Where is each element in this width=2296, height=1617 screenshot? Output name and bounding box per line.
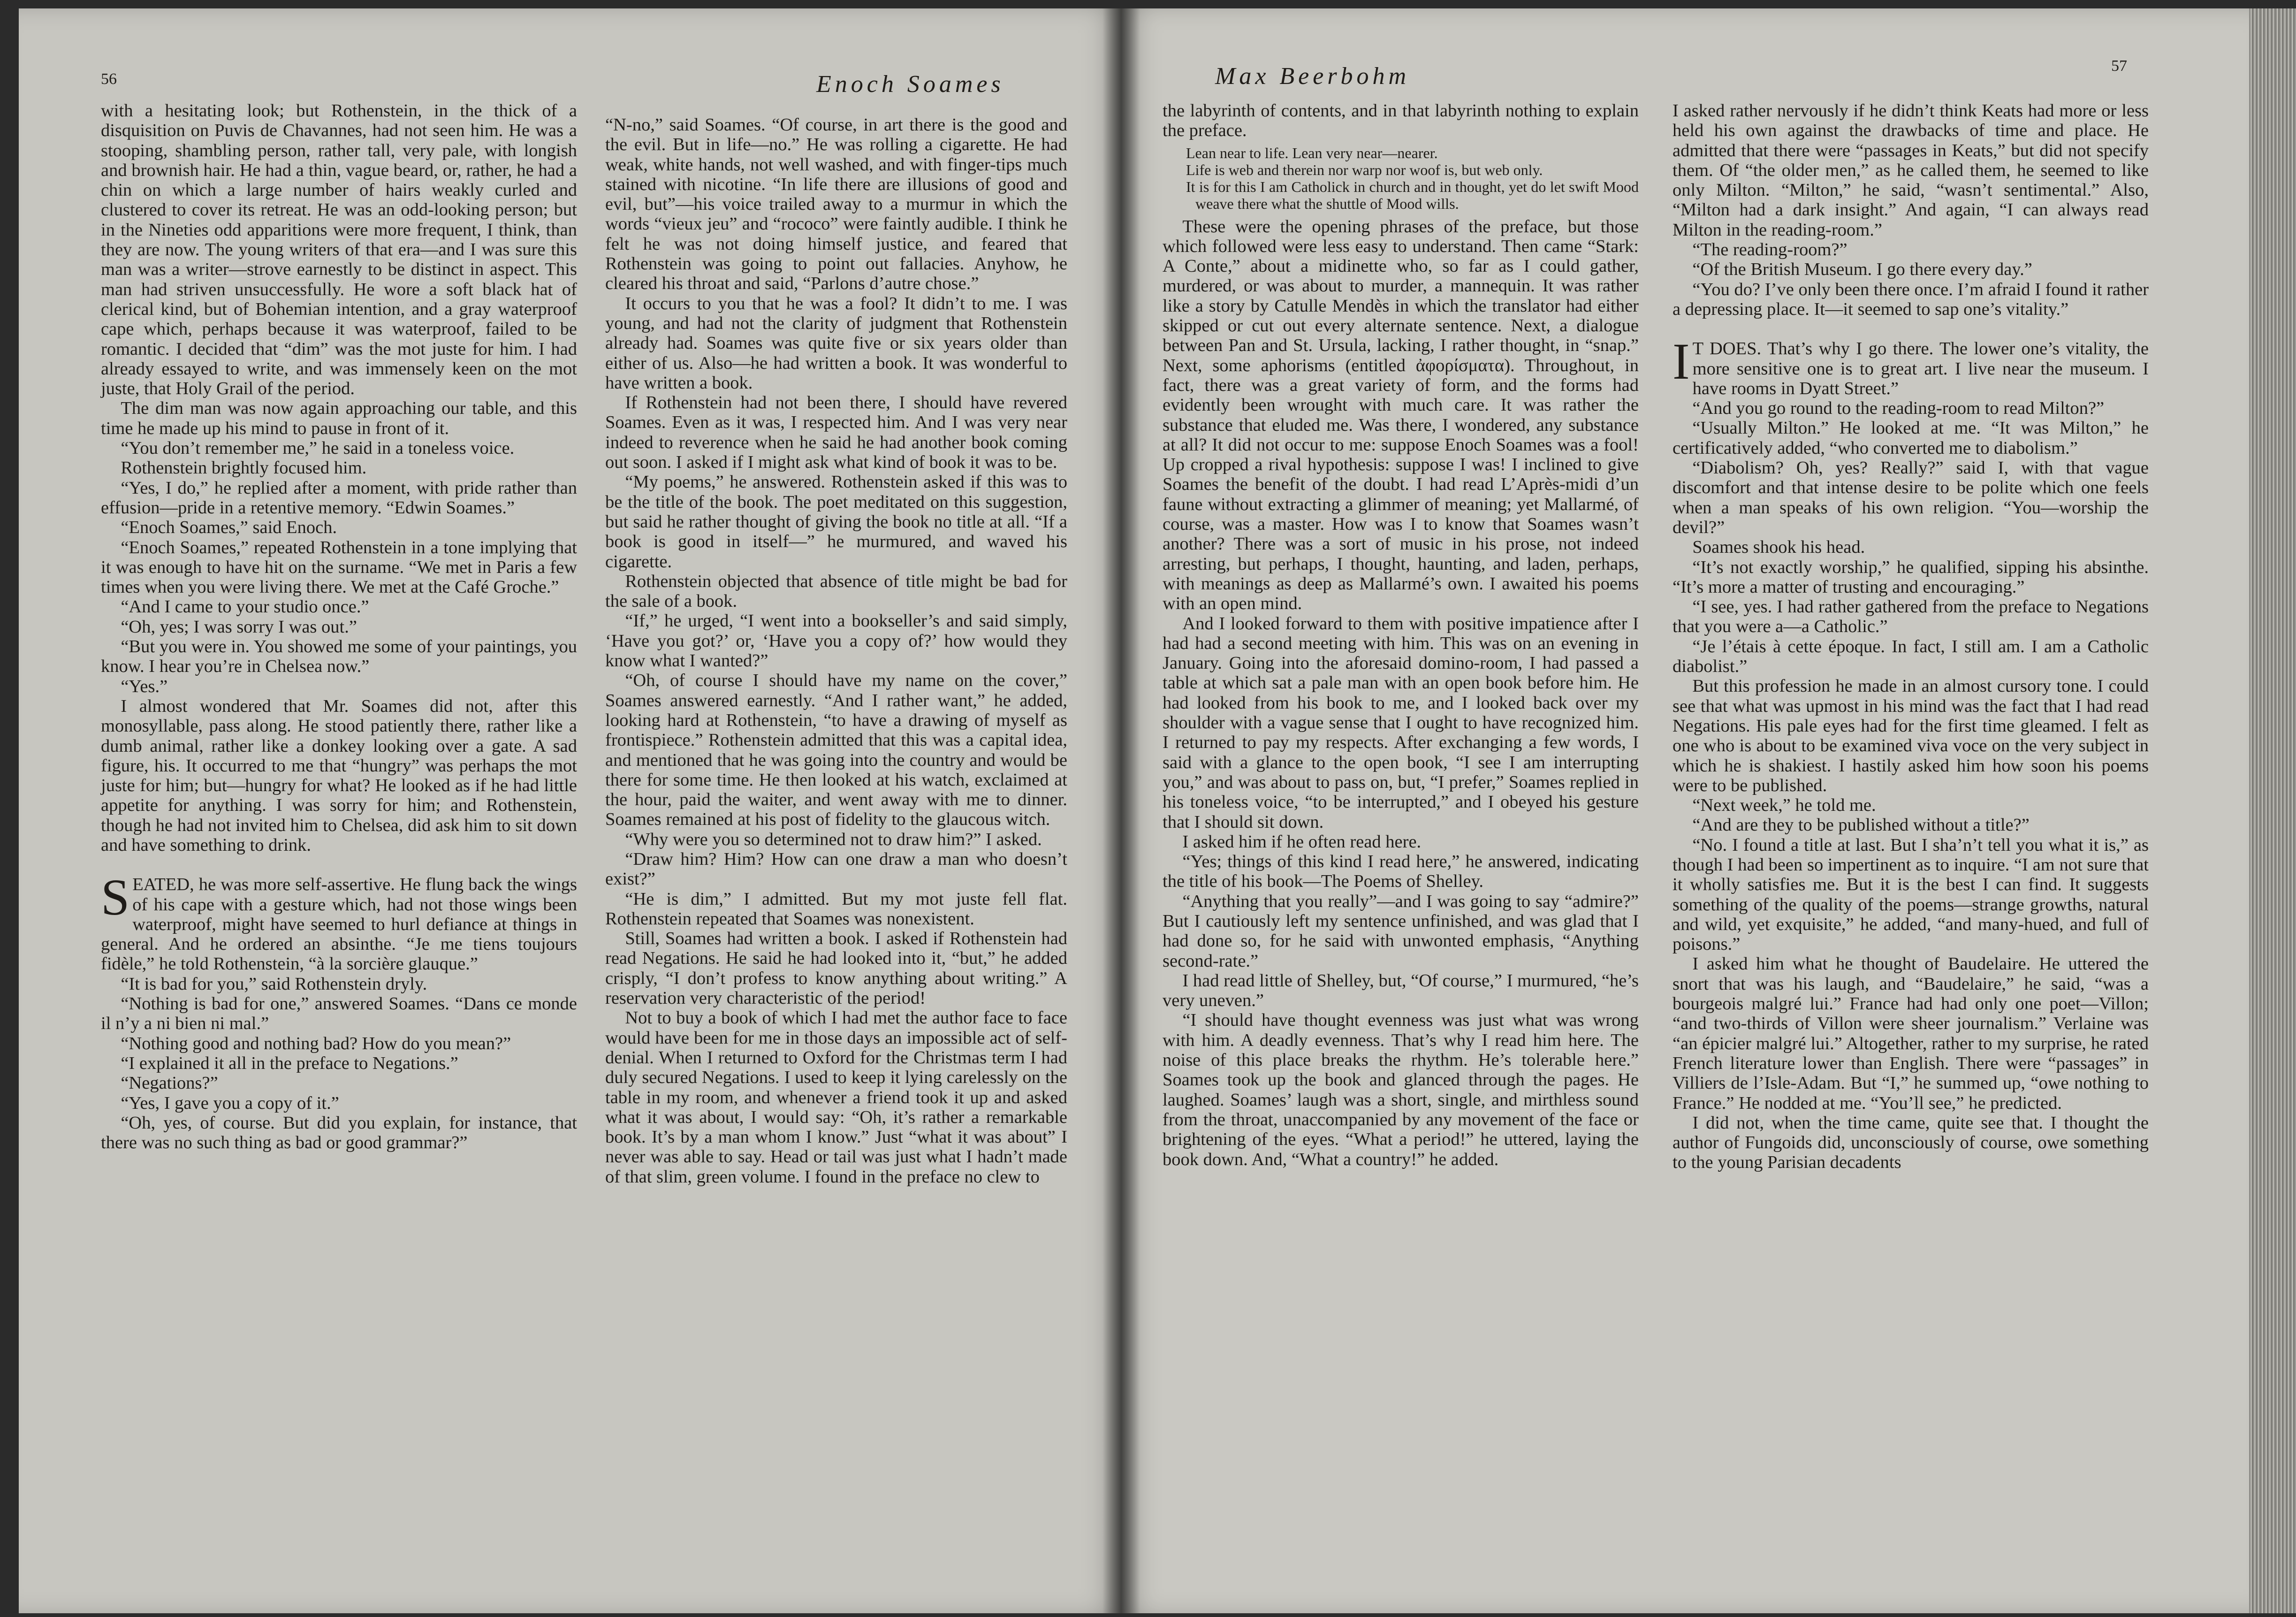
paragraph: I asked him if he often read here. [1182,831,1422,852]
paragraph: I asked him what he thought of Baudelaire. He uttered the snort that was his laugh, and “Baudelaire,” he said, “was a bourgeois malgré lui.” France had had only one poet—Villon; “and two-thirds of Villon were sheer journalism.” Verlaine was “an épicier malgré lui.” Altogether, rather to my surprise, he rated French literature lower than English. There were “passages” in Villiers de l’Isle-Adam. But “I,” he summed up, “owe nothing to France.” He nodded at me. “You’ll see,” he predicted. [1673,954,2149,1113]
paragraph-text: he was more self-assertive. He flung back the wings of his cape with a gesture which, had not those wings been waterproof, might have seemed to hurl defiance at things in general. And he ordered an absinthe. “Je me tiens toujours fidèle,” he told Rothenstein, “à la sorcière glauque.” [101,875,577,974]
left-running-head: Enoch Soames [816,71,1004,98]
drop-cap: S [101,869,130,926]
paragraph: Rothenstein objected that absence of title might be bad for the sale of a book. [605,571,1067,611]
paragraph: “Of the British Museum. I go there every day.” [1692,259,2032,280]
verse-line: Lean near to life. Lean very near—nearer. [1186,144,1438,161]
paragraph: “He is dim,” I admitted. But my mot juste fell flat. Rothenstein repeated that Soames was nonexistent. [605,889,1067,929]
verse-line: Life is web and therein nor warp nor woof is, but web only. [1186,161,1543,178]
left-page-number: 56 [101,70,117,88]
small-caps-lead: T DOES. [1692,339,1762,359]
paragraph: “Oh, of course I should have my name on the cover,” Soames answered earnestly. “And I rather want,” he added, looking hard at Rothenstein, “to have a drawing of myself as frontispiece.” Rothenstein admitted that this was a capital idea, and mentioned that he was going into the country and would be there for some time. He then looked at his watch, exclaimed at the hour, paid the waiter, and went away with me to dinner. Soames remained at his post of fidelity to the glaucous witch. [605,671,1067,830]
paragraph: Rothenstein brightly focused him. [121,458,367,478]
section-opening-paragraph [101,869,577,974]
paragraph: “Negations?” [121,1073,218,1093]
paragraph: “And you go round to the reading-room to read Milton?” [1692,398,2105,419]
paragraph: “Oh, yes; I was sorry I was out.” [121,617,357,637]
paragraph: “And I came to your studio once.” [121,597,369,617]
paragraph: The dim man was now again approaching our table, and this time he made up his mind to pause in front of it. [101,398,577,438]
paragraph: I did not, when the time came, quite see that. I thought the author of Fungoids did, unconsciously of course, owe something to the young Parisian decadents [1673,1113,2149,1173]
paragraph: But this profession he made in an almost cursory tone. I could see that what was upmost in his mind was the fact that I had read Negations. His pale eyes had for the first time gleamed. I felt as one who is about to be examined viva voce on the very subject in which he is shakiest. I hastily asked him how soon his poems were to be published. [1673,676,2149,795]
right-column-2 [1673,101,2149,1173]
paragraph: “Why were you so determined not to draw him?” I asked. [625,829,1042,849]
paragraph: “Yes; things of this kind I read here,” he answered, indicating the title of his book—The Poems of Shelley. [1163,852,1639,892]
paragraph: “Enoch Soames,” repeated Rothenstein in a tone implying that it was enough to have hit on the surname. “We met in Paris a few times when you were living there. We met at the Café Groche.” [101,537,577,597]
paragraph: “Usually Milton.” He looked at me. “It was Milton,” he certificatively added, “who converted me to diabolism.” [1673,418,2149,458]
page-edges [2249,8,2296,1613]
paragraph: “Anything that you really”—and I was going to say “admire?” But I cautiously left my sentence unfinished, and was glad that I had done so, for he said with unwonted emphasis, “Anything second-rate.” [1163,891,1639,971]
paragraph: “Draw him? Him? How can one draw a man who doesn’t exist?” [605,849,1067,889]
right-page-number: 57 [2111,57,2127,75]
paragraph: “I see, yes. I had rather gathered from the preface to Negations that you were a—a Catholic.” [1673,597,2149,637]
verse-line: It is for this I am Catholick in church and in thought, yet do let swift Mood weave there what the shuttle of Mood wills. [1186,178,1639,212]
paragraph: the labyrinth of contents, and in that labyrinth nothing to explain the preface. [1163,101,1639,141]
left-column-1 [101,101,577,1152]
paragraph: I asked rather nervously if he didn’t think Keats had more or less held his own against the drawbacks of time and place. He admitted that there were “passages in Keats,” but did not specify them. Of “the older men,” as he called them, he seemed to like only Milton. “Milton,” he said, “wasn’t sentimental.” Also, “Milton had a dark insight.” And again, “I can always read Milton in the reading-room.” [1673,101,2149,240]
drop-cap: I [1673,333,1690,390]
right-column-1 [1163,101,1639,1169]
paragraph: “No. I found a title at last. But I sha’n’t tell you what it is,” as though I had been so impertinent as to inquire. “I am not sure that it wholly satisfies me. But it is the best I can find. It suggests something of the quality of the poems—strange growths, natural and wild, yet exquisite,” he added, “and many-hued, and full of poisons.” [1673,835,2149,954]
paragraph: “My poems,” he answered. Rothenstein asked if this was to be the title of the book. The poet meditated on this suggestion, but said he rather thought of giving the book no title at all. “If a book is good in itself—” he murmured, and waved his cigarette. [605,472,1067,572]
paragraph: “Nothing is bad for one,” answered Soames. “Dans ce monde il n’y a ni bien ni mal.” [101,994,577,1034]
paragraph: These were the opening phrases of the preface, but those which followed were less easy to understand. Then came “Stark: A Conte,” about a midinette who, so far as I could gather, murdered, or was about to murder, a mannequin. It was rather like a story by Catulle Mendès in which the translator had either skipped or cut out every alternate sentence. Next, a dialogue between Pan and St. Ursula, lacking, I rather thought, in “snap.” Next, some aphorisms (entitled ἀφορίσματα). Throughout, in fact, there was a great variety of form, and the forms had evidently been wrought with much care. It was rather the substance that eluded me. Was there, I wondered, any substance at all? It did not occur to me: suppose Enoch Soames was a fool! Up cropped a rival hypothesis: suppose I was! I inclined to give Soames the benefit of the doubt. I had read L’Après-midi d’un faune without extracting a glimmer of meaning; yet Mallarmé, of course, was a master. How was I to know that Soames wasn’t another? There was a sort of music in his prose, not indeed arresting, but perhaps, I thought, haunting, and laden, perhaps, with meanings as deep as Mallarmé’s own. I awaited his poems with an open mind. [1163,216,1639,614]
paragraph: “I should have thought evenness was just what was wrong with him. A deadly evenness. That’s why I read him here. The noise of this place breaks the rhythm. He’s tolerable here.” Soames took up the book and glanced through the pages. He laughed. Soames’ laugh was a short, single, and mirthless sound from the throat, unaccompanied by any movement of the face or brightening of the eyes. “What a period!” he uttered, laying the book down. And, “What a country!” he added. [1163,1010,1639,1169]
right-running-head: Max Beerbohm [1215,63,1410,90]
book-gutter [1102,8,1140,1613]
paragraph: “Yes, I gave you a copy of it.” [121,1093,339,1113]
paragraph: And I looked forward to them with positive impatience after I had had a second meeting with him. This was on an evening in January. Going into the aforesaid domino-room, I had passed a table at which sat a pale man with an open book before him. He had looked from his book to me, and I looked back over my shoulder with a vague sense that I ought to have recognized him. I returned to pay my respects. After exchanging a few words, I said with a glance to the open book, “I see I am interrupting you,” and was about to pass on, but, “I prefer,” Soames replied in his toneless voice, “to be interrupted,” and I obeyed his gesture that I should sit down. [1163,613,1639,832]
paragraph: Still, Soames had written a book. I asked if Rothenstein had read Negations. He said he had looked into it, “but,” he added crisply, “I don’t profess to know anything about writing.” A reservation very characteristic of the period! [605,929,1067,1008]
paragraph: “I explained it all in the preface to Negations.” [121,1053,458,1073]
paragraph: Not to buy a book of which I had met the author face to face would have been for me in those days an impossible act of self-denial. When I returned to Oxford for the Christmas term I had duly secured Negations. I used to keep it lying carelessly on the table in my room, and whenever a friend took it up and asked what it was about, I would say: “Oh, it’s rather a remarkable book. It’s by a man whom I know.” Just “what it was about” I never was able to say. Head or tail was just what I hadn’t made of that slim, green volume. I found in the preface no clew to [605,1008,1067,1187]
paragraph: If Rothenstein had not been there, I should have revered Soames. Even as it was, I respected him. And I was very near indeed to reverence when he said he had another book coming out soon. I asked if I might ask what kind of book it was to be. [605,393,1067,473]
left-column-2 [605,115,1067,1187]
paragraph: “N-no,” said Soames. “Of course, in art there is the good and the evil. But in life—no.” He was rolling a cigarette. He had weak, white hands, not well washed, and with finger-tips much stained with nicotine. “In life there are illusions of good and evil, but”—his voice trailed away to a murmur in which the words “vieux jeu” and “rococo” were faintly audible. I think he felt he was not doing himself justice, and feared that Rothenstein was going to point out fallacies. Anyhow, he cleared his throat and said, “Parlons d’autre chose.” [605,115,1067,294]
paragraph: “Next week,” he told me. [1692,795,1876,816]
paragraph: “Yes, I do,” he replied after a moment, with pride rather than effusion—pride in a retentive memory. “Edwin Soames.” [101,478,577,518]
paragraph: “But you were in. You showed me some of your paintings, you know. I hear you’re in Chelsea now.” [101,637,577,677]
paragraph: “It is bad for you,” said Rothenstein dryly. [121,974,427,994]
paragraph: “Oh, yes, of course. But did you explain, for instance, that there was no such thing as bad or good grammar?” [101,1113,577,1153]
paragraph: “You don’t remember me,” he said in a toneless voice. [121,438,515,458]
paragraph: with a hesitating look; but Rothenstein, in the thick of a disquisition on Puvis de Chavannes, had not seen him. He was a stooping, shambling person, rather tall, very pale, with longish and brownish hair. He had a thin, vague beard, or, rather, he had a chin on which a large number of hairs weakly curled and clustered to cover its retreat. He was an odd-looking person; but in the Nineties odd apparitions were more frequent, I think, than they are now. The young writers of that era—and I was sure this man was a writer—strove earnestly to be distinct in aspect. This man had striven unsuccessfully. He wore a soft black hat of clerical kind, but of Bohemian intention, and a gray waterproof cape which, perhaps because it was waterproof, failed to be romantic. I decided that “dim” was the mot juste for him. I had already essayed to write, and was immensely keen on the mot juste, that Holy Grail of the period. [101,101,577,399]
paragraph: “If,” he urged, “I went into a bookseller’s and said simply, ‘Have you got?’ or, ‘Have you a copy of?’ how would they know what I wanted?” [605,611,1067,671]
paragraph: “You do? I’ve only been there once. I’m afraid I found it rather a depressing place. It—it seemed to sap one’s vitality.” [1673,279,2149,319]
paragraph-text: That’s why I go there. The lower one’s vitality, the more sensitive one is to great art. I live near the museum. I have rooms in Dyatt Street.” [1692,339,2149,398]
paragraph: I had read little of Shelley, but, “Of course,” I murmured, “he’s very uneven.” [1163,970,1639,1011]
small-caps-lead: EATED, [132,875,194,895]
paragraph: Soames shook his head. [1692,537,1865,557]
paragraph: It occurs to you that he was a fool? It didn’t to me. I was young, and had not the clarity of judgment that Rothenstein already had. Soames was quite five or six years older than either of us. Also—he had written a book. It was wonderful to have written a book. [605,293,1067,393]
paragraph: “The reading-room?” [1692,240,1847,260]
paragraph: “Diabolism? Oh, yes? Really?” said I, with that vague discomfort and that intense desire to be polite which one feels when a man speaks of his own religion. “You—worship the devil?” [1673,458,2149,537]
paragraph: “Je l’étais à cette époque. In fact, I still am. I am a Catholic diabolist.” [1673,636,2149,677]
paragraph: I almost wondered that Mr. Soames did not, after this monosyllable, pass along. He stood patiently there, rather like a dumb animal, rather like a donkey looking over a gate. A sad figure, his. It occurred to me that “hungry” was perhaps the mot juste for him; but—hungry for what? He looked as if he had little appetite for anything. I was sorry for him; and Rothenstein, though he had not invited him to Chelsea, did ask him to sit down and have something to drink. [101,696,577,855]
paragraph: “Enoch Soames,” said Enoch. [121,518,337,538]
paragraph: “It’s not exactly worship,” he qualified, sipping his absinthe. “It’s more a matter of trusting and encouraging.” [1673,557,2149,597]
paragraph: “Nothing good and nothing bad? How do you mean?” [121,1033,511,1053]
paragraph: “Yes.” [121,676,168,696]
paragraph: “And are they to be published without a title?” [1692,815,2030,835]
section-opening-paragraph [1673,333,2149,398]
